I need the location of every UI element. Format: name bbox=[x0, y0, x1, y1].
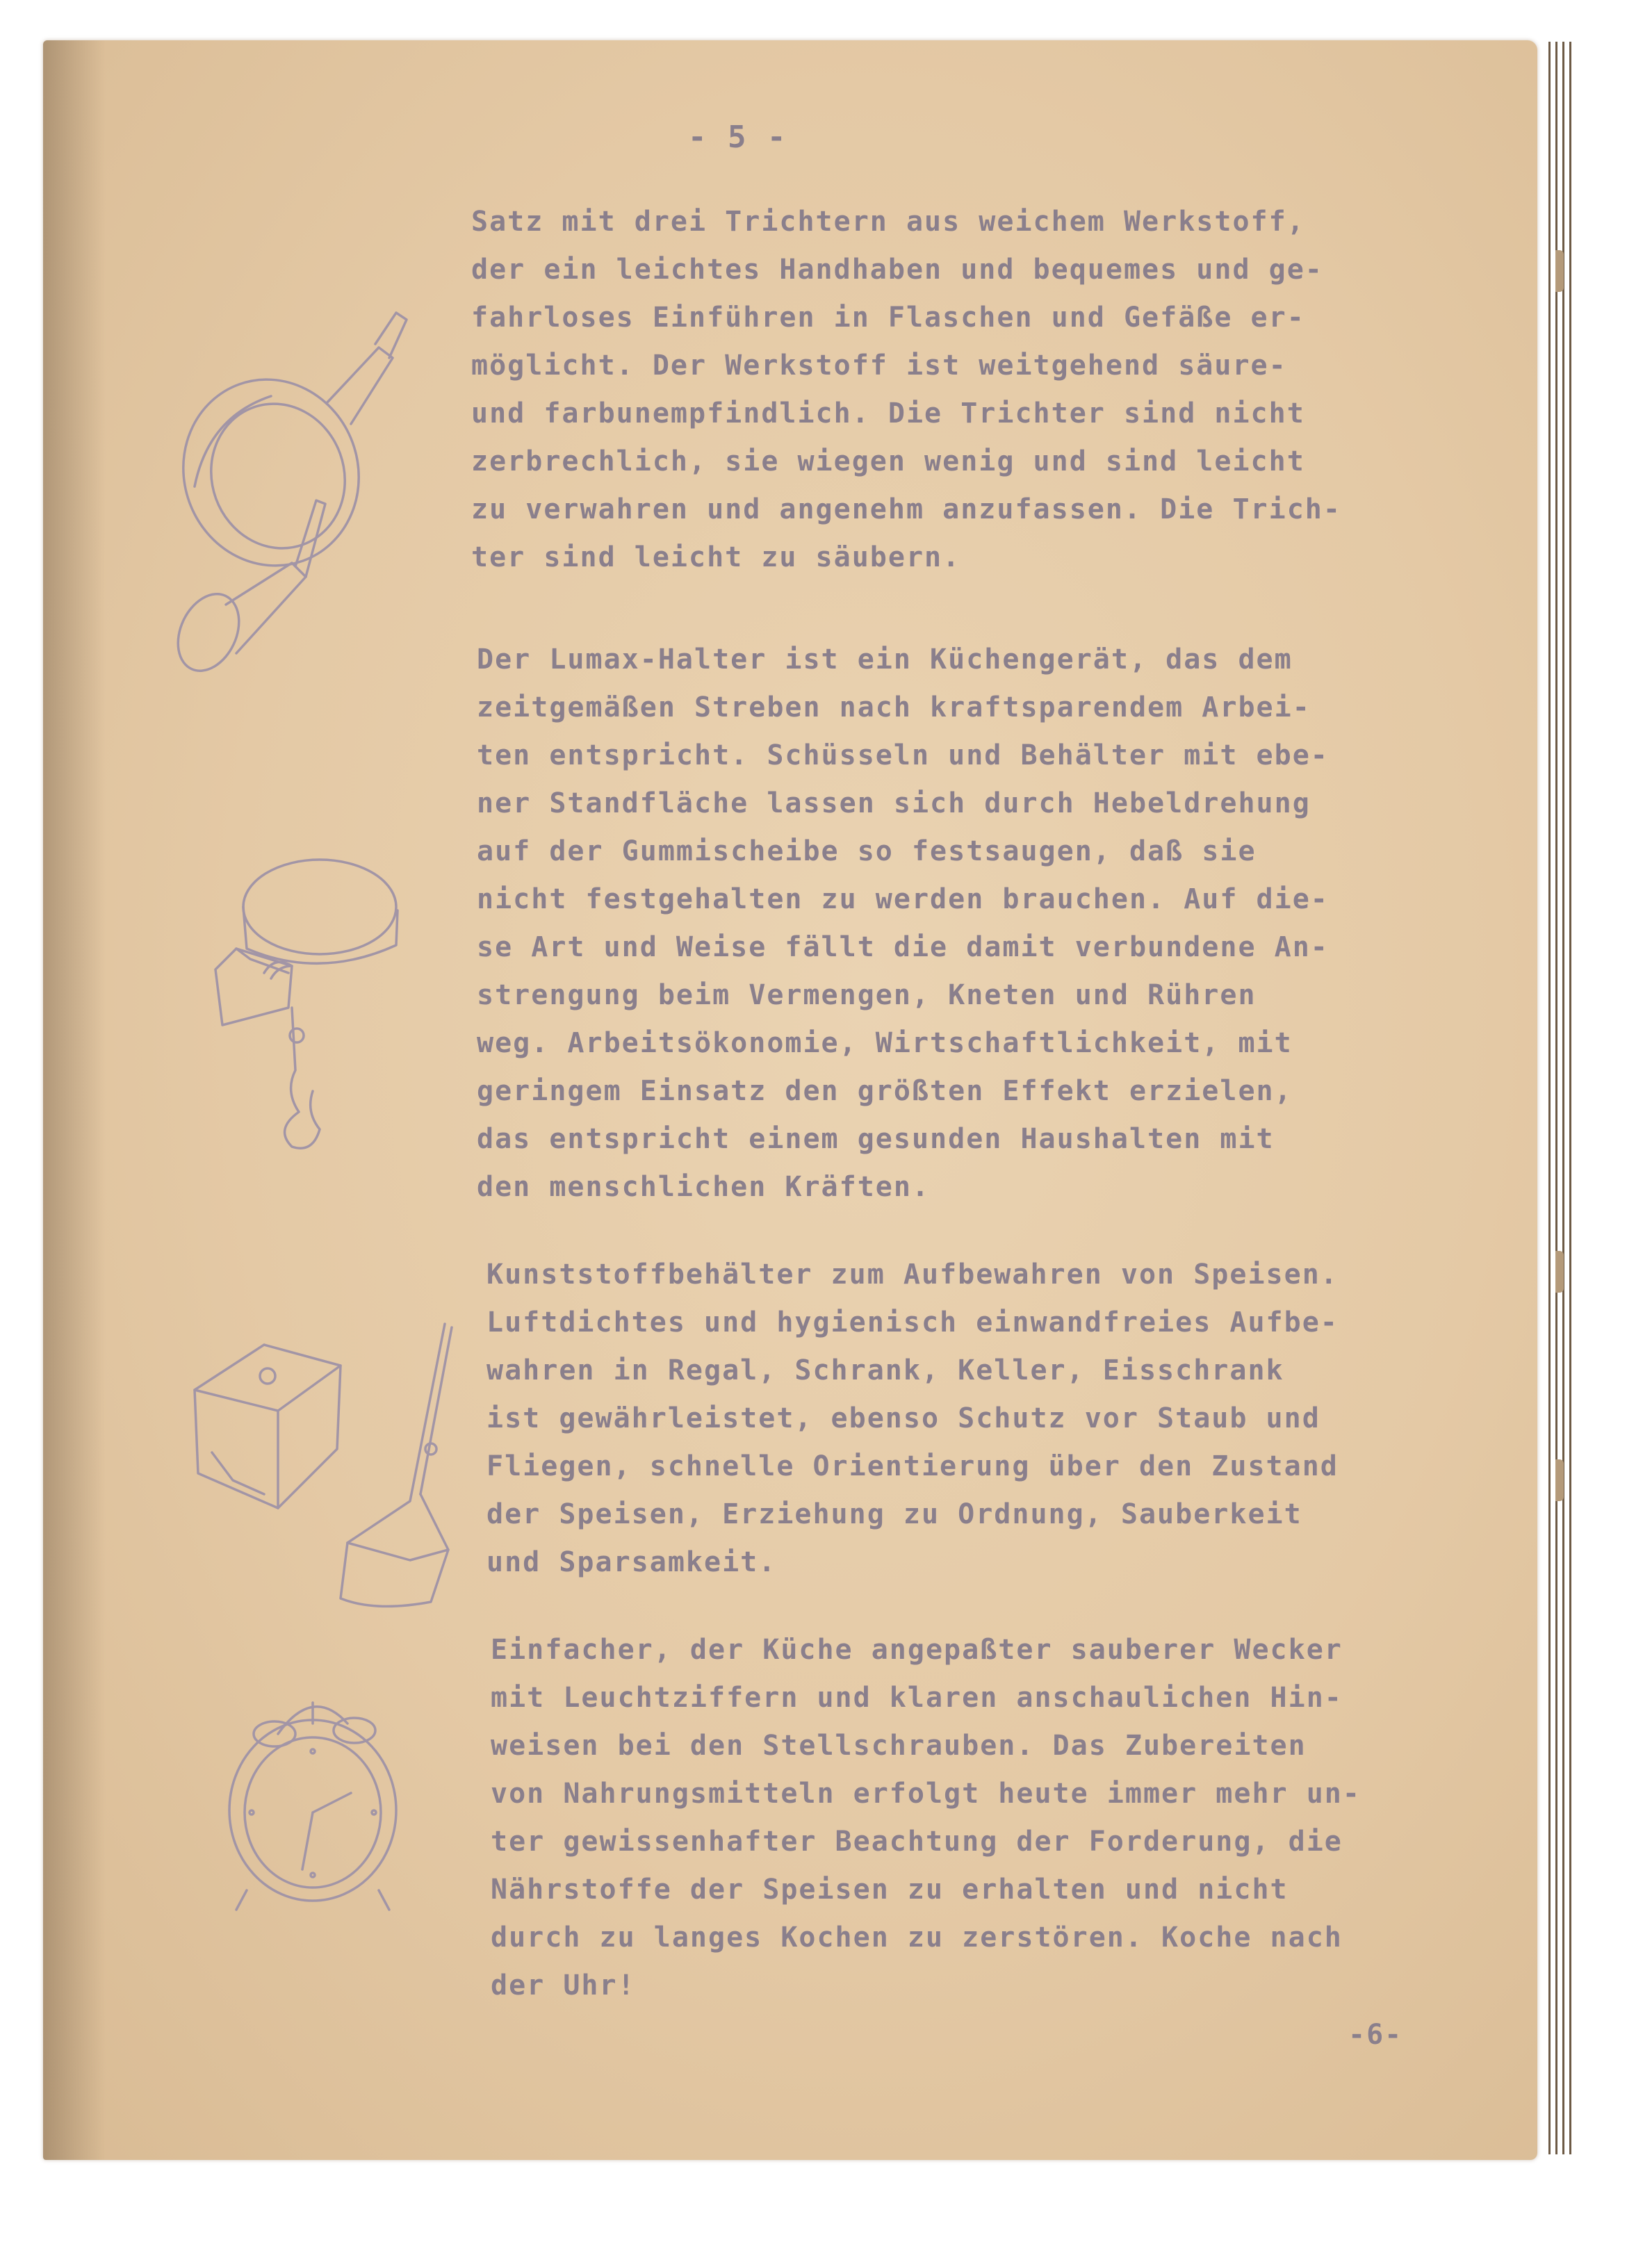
paragraph-lumax-holder bbox=[477, 636, 1329, 1211]
paragraph-food-container bbox=[486, 1251, 1339, 1587]
text-line: nicht festgehalten zu werden brauchen. Auf die- bbox=[477, 883, 1329, 915]
text-line: Kunststoffbehälter zum Aufbewahren von Speisen. bbox=[486, 1259, 1339, 1291]
page-gutter-shadow bbox=[43, 40, 106, 2160]
text-line: den menschlichen Kräften. bbox=[477, 1171, 931, 1203]
text-line: und Sparsamkeit. bbox=[486, 1546, 777, 1578]
text-line: und farbunempfindlich. Die Trichter sind nicht bbox=[471, 398, 1305, 429]
text-line: ter gewissenhafter Beachtung der Forderung, die bbox=[491, 1826, 1343, 1858]
alarm-clock-sketch bbox=[215, 1689, 417, 1918]
page-number-header: - 5 - bbox=[688, 120, 787, 155]
text-line: ist gewährleistet, ebenso Schutz vor Staub und bbox=[486, 1402, 1320, 1434]
text-line: durch zu langes Kochen zu zerstören. Koche nach bbox=[491, 1922, 1343, 1954]
text-line: das entspricht einem gesunden Haushalten mit bbox=[477, 1123, 1275, 1155]
text-line: zerbrechlich, sie wiegen wenig und sind leicht bbox=[471, 445, 1305, 477]
paragraph-alarm-clock bbox=[491, 1626, 1361, 2010]
funnel-set-sketch bbox=[167, 292, 445, 681]
text-line: ten entspricht. Schüsseln und Behälter mit ebe- bbox=[477, 739, 1329, 771]
page-tab bbox=[1555, 1251, 1564, 1293]
text-line: strengung beim Vermengen, Kneten und Rühren bbox=[477, 979, 1257, 1011]
text-line: der Speisen, Erziehung zu Ordnung, Sauberkeit bbox=[486, 1498, 1302, 1530]
text-line: wahren in Regal, Schrank, Keller, Eisschrank bbox=[486, 1354, 1284, 1386]
text-line: ner Standfläche lassen sich durch Hebeldrehung bbox=[477, 787, 1311, 819]
text-line: Einfacher, der Küche angepaßter sauberer Wecker bbox=[491, 1634, 1343, 1666]
page-tab bbox=[1555, 250, 1564, 292]
bowl-holder-sketch bbox=[208, 862, 438, 1168]
food-container-sketch bbox=[181, 1307, 473, 1619]
text-line: Der Lumax-Halter ist ein Küchengerät, das dem bbox=[477, 644, 1293, 675]
page-footer-next: -6- bbox=[1348, 2019, 1403, 2051]
text-line: ter sind leicht zu säubern. bbox=[471, 541, 961, 573]
text-line: geringem Einsatz den größten Effekt erzielen, bbox=[477, 1075, 1293, 1107]
text-line: Nährstoffe der Speisen zu erhalten und nicht bbox=[491, 1874, 1289, 1906]
text-line: der Uhr! bbox=[491, 1970, 636, 2001]
text-line: zeitgemäßen Streben nach kraftsparendem Arbei- bbox=[477, 691, 1311, 723]
page-tab bbox=[1555, 1459, 1564, 1501]
text-line: Satz mit drei Trichtern aus weichem Werkstoff, bbox=[471, 206, 1305, 238]
text-line: Luftdichtes und hygienisch einwandfreies Aufbe- bbox=[486, 1307, 1339, 1338]
paragraph-funnels bbox=[471, 198, 1341, 582]
text-line: möglicht. Der Werkstoff ist weitgehend säure- bbox=[471, 350, 1287, 382]
text-line: weg. Arbeitsökonomie, Wirtschaftlichkeit, mit bbox=[477, 1027, 1293, 1059]
text-line: weisen bei den Stellschrauben. Das Zubereiten bbox=[491, 1730, 1307, 1762]
text-line: auf der Gummischeibe so festsaugen, daß sie bbox=[477, 835, 1257, 867]
text-line: der ein leichtes Handhaben und bequemes und ge- bbox=[471, 254, 1323, 286]
text-line: Fliegen, schnelle Orientierung über den Zustand bbox=[486, 1450, 1339, 1482]
text-line: zu verwahren und angenehm anzufassen. Die Trich- bbox=[471, 493, 1341, 525]
text-line: fahrloses Einführen in Flaschen und Gefäße er- bbox=[471, 302, 1305, 334]
text-line: mit Leuchtziffern und klaren anschaulichen Hin- bbox=[491, 1682, 1343, 1714]
page-stack-edge bbox=[1562, 42, 1571, 2154]
text-line: se Art und Weise fällt die damit verbundene An- bbox=[477, 931, 1329, 963]
text-line: von Nahrungsmitteln erfolgt heute immer mehr un- bbox=[491, 1778, 1361, 1810]
